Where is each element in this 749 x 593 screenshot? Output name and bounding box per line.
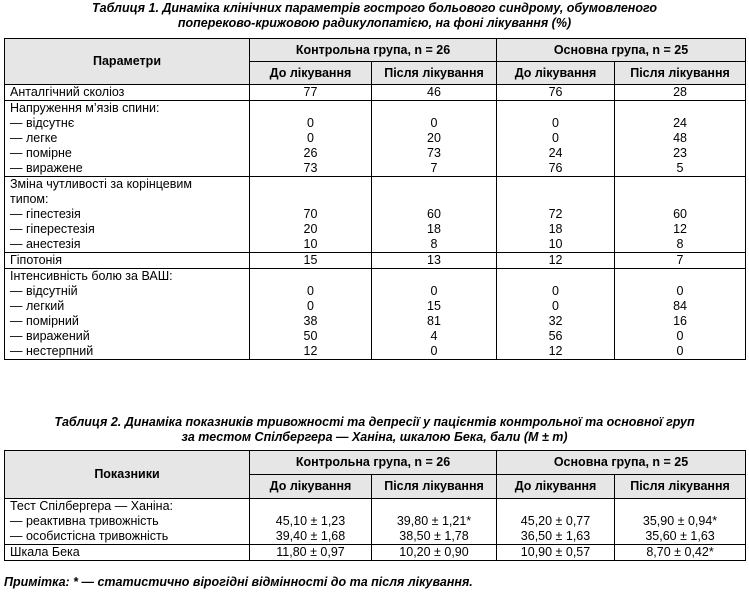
table-row xyxy=(5,85,746,101)
value-cell xyxy=(250,85,372,101)
value-line: 39,40 ± 1,68 xyxy=(275,529,346,543)
value-line: 11,80 ± 0,97 xyxy=(276,545,345,559)
value-line: 10 xyxy=(548,237,563,251)
param-cell xyxy=(5,101,250,177)
value-line: 0 xyxy=(552,131,559,145)
value-line xyxy=(499,192,612,207)
param-line: — відсутній xyxy=(10,284,78,298)
value-line: 10,90 ± 0,57 xyxy=(520,545,591,559)
table1-control-after-header: Після лікування xyxy=(372,62,497,85)
value-line xyxy=(499,101,612,116)
param-cell xyxy=(5,499,250,545)
param-line: Шкала Бека xyxy=(10,545,80,559)
value-line xyxy=(252,177,369,192)
param-line: — гіперестезія xyxy=(10,222,95,236)
value-line: 10,20 ± 0,90 xyxy=(399,545,469,559)
param-line: — виражений xyxy=(10,329,90,343)
value-line: 13 xyxy=(427,253,441,267)
value-line xyxy=(374,269,494,284)
value-cell xyxy=(497,253,615,269)
table1-caption-line1: Таблиця 1. Динаміка клінічних параметрів гострого больового синдрому, обумовленого xyxy=(92,1,657,15)
value-line: 24 xyxy=(673,116,687,130)
value-line: 76 xyxy=(548,85,563,99)
table2-main-group-header: Основна група, n = 25 xyxy=(497,451,746,475)
param-cell xyxy=(5,177,250,253)
value-line: 35,60 ± 1,63 xyxy=(645,529,715,543)
value-line: 56 xyxy=(548,329,563,343)
value-line xyxy=(374,499,494,514)
value-line: 76 xyxy=(548,161,563,175)
value-line xyxy=(252,101,369,116)
value-cell xyxy=(615,101,746,177)
value-line: 35,90 ± 0,94* xyxy=(642,514,718,528)
value-line: 7 xyxy=(430,161,438,175)
value-line: 36,50 ± 1,63 xyxy=(520,529,591,543)
table1 xyxy=(4,38,746,360)
value-cell xyxy=(497,177,615,253)
value-line: 0 xyxy=(552,284,559,298)
value-cell xyxy=(250,499,372,545)
value-cell xyxy=(250,177,372,253)
table-row xyxy=(5,499,746,545)
table2-control-group-header: Контрольна група, n = 26 xyxy=(250,451,497,475)
value-line: 0 xyxy=(430,116,438,130)
param-line: Анталгічний сколіоз xyxy=(10,85,125,99)
value-cell xyxy=(250,269,372,360)
param-cell xyxy=(5,85,250,101)
value-line: 45,10 ± 1,23 xyxy=(275,514,346,528)
value-cell xyxy=(250,101,372,177)
value-cell xyxy=(615,545,746,561)
value-line: 38 xyxy=(303,314,318,328)
value-line: 15 xyxy=(427,299,441,313)
value-line: 20 xyxy=(427,131,441,145)
param-line: — особистісна тривожність xyxy=(10,529,169,543)
table-row xyxy=(5,545,746,561)
value-line: 15 xyxy=(303,253,318,267)
param-line: Тест Спілбергера — Ханіна: xyxy=(10,499,174,513)
table2-control-after-header: Після лікування xyxy=(372,475,497,499)
table2-param-header: Показники xyxy=(5,451,250,499)
table1-main-before-header: До лікування xyxy=(497,62,615,85)
value-line: 18 xyxy=(427,222,441,236)
param-line: — гіпестезія xyxy=(10,207,81,221)
value-line: 0 xyxy=(676,284,684,298)
param-line: Зміна чутливості за корінцевим xyxy=(10,177,192,191)
value-line: 12 xyxy=(303,344,318,358)
value-cell xyxy=(497,101,615,177)
param-line: Гіпотонія xyxy=(10,253,62,267)
value-line: 5 xyxy=(676,161,684,175)
value-line: 18 xyxy=(548,222,563,236)
value-line: 20 xyxy=(303,222,318,236)
value-line: 12 xyxy=(673,222,687,236)
value-line: 8 xyxy=(430,237,438,251)
value-cell xyxy=(497,269,615,360)
value-line: 32 xyxy=(548,314,563,328)
table2-caption-line2: за тестом Спілбергера — Ханіна, шкалою Бека, бали (М ± m) xyxy=(181,430,568,444)
value-line: 0 xyxy=(307,116,314,130)
value-line xyxy=(374,177,494,192)
value-cell xyxy=(250,253,372,269)
value-line: 72 xyxy=(548,207,563,221)
table-row xyxy=(5,269,746,360)
table1-control-group-header: Контрольна група, n = 26 xyxy=(250,39,497,62)
value-cell xyxy=(372,499,497,545)
param-line: — помірний xyxy=(10,314,79,328)
value-line: 0 xyxy=(676,344,684,358)
value-line: 7 xyxy=(676,253,684,267)
param-line: — відсутнє xyxy=(10,116,75,130)
value-cell xyxy=(497,545,615,561)
value-line: 73 xyxy=(303,161,318,175)
value-line: 60 xyxy=(427,207,441,221)
value-line xyxy=(617,192,743,207)
value-cell xyxy=(615,269,746,360)
table2-main-after-header: Після лікування xyxy=(615,475,746,499)
table1-param-header: Параметри xyxy=(5,39,250,85)
value-line: 12 xyxy=(548,344,563,358)
value-line xyxy=(252,499,369,514)
value-line: 50 xyxy=(303,329,318,343)
value-line: 8,70 ± 0,42* xyxy=(646,545,714,559)
value-line: 0 xyxy=(676,329,684,343)
value-line: 81 xyxy=(427,314,441,328)
param-cell xyxy=(5,253,250,269)
value-line: 0 xyxy=(430,344,438,358)
table1-main-group-header: Основна група, n = 25 xyxy=(497,39,746,62)
value-cell xyxy=(372,101,497,177)
table2-body xyxy=(5,499,746,561)
value-line: 77 xyxy=(303,85,318,99)
table1-caption-line2: попереково-крижовою радикулопатією, на фоні лікування (%) xyxy=(177,16,572,30)
param-line: Інтенсивність болю за ВАШ: xyxy=(10,269,173,283)
table2-caption xyxy=(0,415,749,445)
value-cell xyxy=(615,499,746,545)
value-line: 39,80 ± 1,21* xyxy=(396,514,472,528)
value-line: 84 xyxy=(673,299,687,313)
table-row xyxy=(5,177,746,253)
param-cell xyxy=(5,545,250,561)
param-line: — виражене xyxy=(10,161,83,175)
value-line: 12 xyxy=(548,253,563,267)
value-line xyxy=(252,269,369,284)
value-cell xyxy=(372,253,497,269)
value-line: 48 xyxy=(673,131,687,145)
value-line xyxy=(617,269,743,284)
value-cell xyxy=(372,177,497,253)
value-line: 46 xyxy=(427,85,441,99)
value-line: 8 xyxy=(676,237,684,251)
value-line xyxy=(499,269,612,284)
value-line: 0 xyxy=(307,131,314,145)
value-line: 24 xyxy=(548,146,563,160)
table1-control-before-header: До лікування xyxy=(250,62,372,85)
table-row xyxy=(5,101,746,177)
table2-control-before-header: До лікування xyxy=(250,475,372,499)
table2 xyxy=(4,450,746,561)
value-cell xyxy=(250,545,372,561)
value-line: 45,20 ± 0,77 xyxy=(520,514,591,528)
param-line: типом: xyxy=(10,192,49,206)
value-cell xyxy=(615,85,746,101)
value-line xyxy=(617,499,743,514)
param-line: — нестерпний xyxy=(10,344,94,358)
param-line: — легке xyxy=(10,131,58,145)
param-line: — помірне xyxy=(10,146,72,160)
param-line: — анестезія xyxy=(10,237,81,251)
param-line: Напруження м’язів спини: xyxy=(10,101,160,115)
value-line xyxy=(499,177,612,192)
value-line: 10 xyxy=(303,237,318,251)
table2-caption-line1: Таблиця 2. Динаміка показників тривожності та депресії у пацієнтів контрольної та основної груп xyxy=(54,415,695,429)
table2-main-before-header: До лікування xyxy=(497,475,615,499)
table1-body xyxy=(5,85,746,360)
value-line: 26 xyxy=(303,146,318,160)
value-line xyxy=(617,177,743,192)
value-line xyxy=(617,101,743,116)
value-line: 0 xyxy=(552,116,559,130)
value-cell xyxy=(372,545,497,561)
value-line: 23 xyxy=(673,146,687,160)
value-line: 0 xyxy=(307,284,314,298)
value-line xyxy=(252,192,369,207)
value-cell xyxy=(615,253,746,269)
value-line: 0 xyxy=(552,299,559,313)
value-line xyxy=(499,499,612,514)
value-line: 73 xyxy=(427,146,441,160)
value-line: 0 xyxy=(430,284,438,298)
param-cell xyxy=(5,269,250,360)
value-line: 70 xyxy=(303,207,318,221)
value-line: 60 xyxy=(673,207,687,221)
value-line xyxy=(374,192,494,207)
table1-main-after-header: Після лікування xyxy=(615,62,746,85)
value-line: 4 xyxy=(430,329,438,343)
param-line: — реактивна тривожність xyxy=(10,514,159,528)
table-row xyxy=(5,253,746,269)
table1-caption xyxy=(0,1,749,31)
value-line: 28 xyxy=(673,85,687,99)
value-line: 38,50 ± 1,78 xyxy=(399,529,469,543)
value-cell xyxy=(497,85,615,101)
value-line xyxy=(374,101,494,116)
param-line: — легкий xyxy=(10,299,65,313)
value-cell xyxy=(497,499,615,545)
value-cell xyxy=(372,269,497,360)
value-cell xyxy=(615,177,746,253)
value-line: 16 xyxy=(673,314,687,328)
value-cell xyxy=(372,85,497,101)
value-line: 0 xyxy=(307,299,314,313)
footnote: Примітка: * — статистично вірогідні відмінності до та після лікування. xyxy=(4,575,473,589)
